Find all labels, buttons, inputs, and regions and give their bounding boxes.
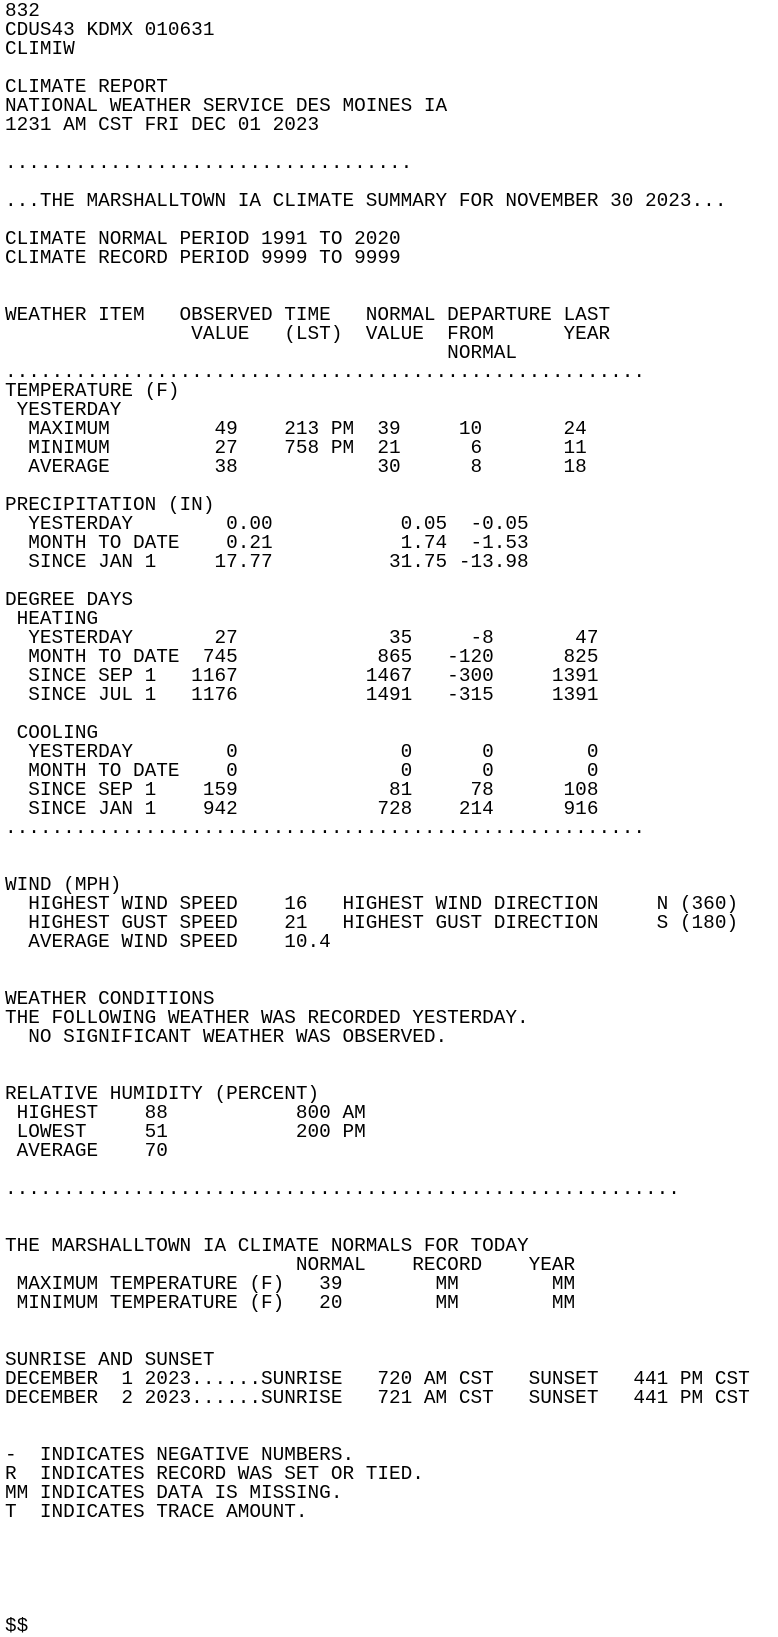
report-line: ................................... <box>5 152 413 174</box>
report-line: MONTH TO DATE 745 865 -120 825 <box>5 646 599 668</box>
report-line: CLIMATE RECORD PERIOD 9999 TO 9999 <box>5 247 401 269</box>
report-line: SUNRISE AND SUNSET <box>5 1349 215 1371</box>
report-line: $$ <box>5 1615 29 1637</box>
report-line: HIGHEST WIND SPEED 16 HIGHEST WIND DIRECTION N (360) <box>5 893 739 915</box>
report-line: CDUS43 KDMX 010631 <box>5 19 215 41</box>
report-line <box>5 1199 778 1218</box>
report-line: WEATHER ITEM OBSERVED TIME NORMAL DEPARTURE LAST <box>5 304 611 326</box>
report-line: CLIMATE REPORT <box>5 76 168 98</box>
report-line: DECEMBER 2 2023......SUNRISE 721 AM CST SUNSET 441 PM CST <box>5 1387 750 1409</box>
report-line: MAXIMUM 49 213 PM 39 10 24 <box>5 418 587 440</box>
report-line: WIND (MPH) <box>5 874 122 896</box>
report-line: RELATIVE HUMIDITY (PERCENT) <box>5 1083 320 1105</box>
report-line: NATIONAL WEATHER SERVICE DES MOINES IA <box>5 95 448 117</box>
report-line: MAXIMUM TEMPERATURE (F) 39 MM MM <box>5 1273 576 1295</box>
report-line: DECEMBER 1 2023......SUNRISE 720 AM CST SUNSET 441 PM CST <box>5 1368 750 1390</box>
report-line: R INDICATES RECORD WAS SET OR TIED. <box>5 1463 424 1485</box>
report-line: ....................................................... <box>5 361 645 383</box>
report-line: SINCE JUL 1 1176 1491 -315 1391 <box>5 684 599 706</box>
report-line: 832 <box>5 0 40 22</box>
report-line: ...THE MARSHALLTOWN IA CLIMATE SUMMARY FOR NOVEMBER 30 2023... <box>5 190 727 212</box>
report-line: T INDICATES TRACE AMOUNT. <box>5 1501 308 1523</box>
report-line: MONTH TO DATE 0 0 0 0 <box>5 760 599 782</box>
report-line: ....................................................... <box>5 817 645 839</box>
report-line: WEATHER CONDITIONS <box>5 988 215 1010</box>
report-line: - INDICATES NEGATIVE NUMBERS. <box>5 1444 355 1466</box>
report-line: SINCE JAN 1 942 728 214 916 <box>5 798 599 820</box>
report-line <box>5 1522 778 1541</box>
report-line: SINCE SEP 1 159 81 78 108 <box>5 779 599 801</box>
report-line: PRECIPITATION (IN) <box>5 494 215 516</box>
report-line <box>5 952 778 971</box>
report-line <box>5 838 778 857</box>
report-line: CLIMATE NORMAL PERIOD 1991 TO 2020 <box>5 228 401 250</box>
report-line: MINIMUM 27 758 PM 21 6 11 <box>5 437 587 459</box>
report-line <box>5 1047 778 1066</box>
report-line <box>5 1541 778 1560</box>
report-line: VALUE (LST) VALUE FROM YEAR <box>5 323 611 345</box>
report-line <box>5 1579 778 1598</box>
report-line: DEGREE DAYS <box>5 589 133 611</box>
report-line: NORMAL <box>5 342 517 364</box>
report-line: LOWEST 51 200 PM <box>5 1121 366 1143</box>
report-line: YESTERDAY 27 35 -8 47 <box>5 627 599 649</box>
report-line: .......................................................... <box>5 1178 680 1200</box>
report-line <box>5 268 778 287</box>
report-line: MINIMUM TEMPERATURE (F) 20 MM MM <box>5 1292 576 1314</box>
report-line: AVERAGE WIND SPEED 10.4 <box>5 931 331 953</box>
report-line: HIGHEST GUST SPEED 21 HIGHEST GUST DIRECTION S (180) <box>5 912 739 934</box>
report-line: COOLING <box>5 722 99 744</box>
report-line: 1231 AM CST FRI DEC 01 2023 <box>5 114 320 136</box>
report-line <box>5 705 778 724</box>
report-line: YESTERDAY 0.00 0.05 -0.05 <box>5 513 529 535</box>
report-line: NO SIGNIFICANT WEATHER WAS OBSERVED. <box>5 1026 448 1048</box>
report-line: HIGHEST 88 800 AM <box>5 1102 366 1124</box>
report-line: NORMAL RECORD YEAR <box>5 1254 576 1276</box>
report-line: THE FOLLOWING WEATHER WAS RECORDED YESTERDAY. <box>5 1007 529 1029</box>
report-line <box>5 1598 778 1617</box>
report-line: YESTERDAY 0 0 0 0 <box>5 741 599 763</box>
report-line: AVERAGE 70 <box>5 1140 168 1162</box>
report-line: SINCE SEP 1 1167 1467 -300 1391 <box>5 665 599 687</box>
report-line: CLIMIW <box>5 38 75 60</box>
report-line: AVERAGE 38 30 8 18 <box>5 456 587 478</box>
report-line: THE MARSHALLTOWN IA CLIMATE NORMALS FOR TODAY <box>5 1235 529 1257</box>
report-line <box>5 1313 778 1332</box>
report-line <box>5 1560 778 1579</box>
report-line: MM INDICATES DATA IS MISSING. <box>5 1482 343 1504</box>
report-line: YESTERDAY <box>5 399 122 421</box>
report-line: MONTH TO DATE 0.21 1.74 -1.53 <box>5 532 529 554</box>
report-line <box>5 1408 778 1427</box>
report-line: TEMPERATURE (F) <box>5 380 180 402</box>
report-line: SINCE JAN 1 17.77 31.75 -13.98 <box>5 551 529 573</box>
report-line: HEATING <box>5 608 99 630</box>
